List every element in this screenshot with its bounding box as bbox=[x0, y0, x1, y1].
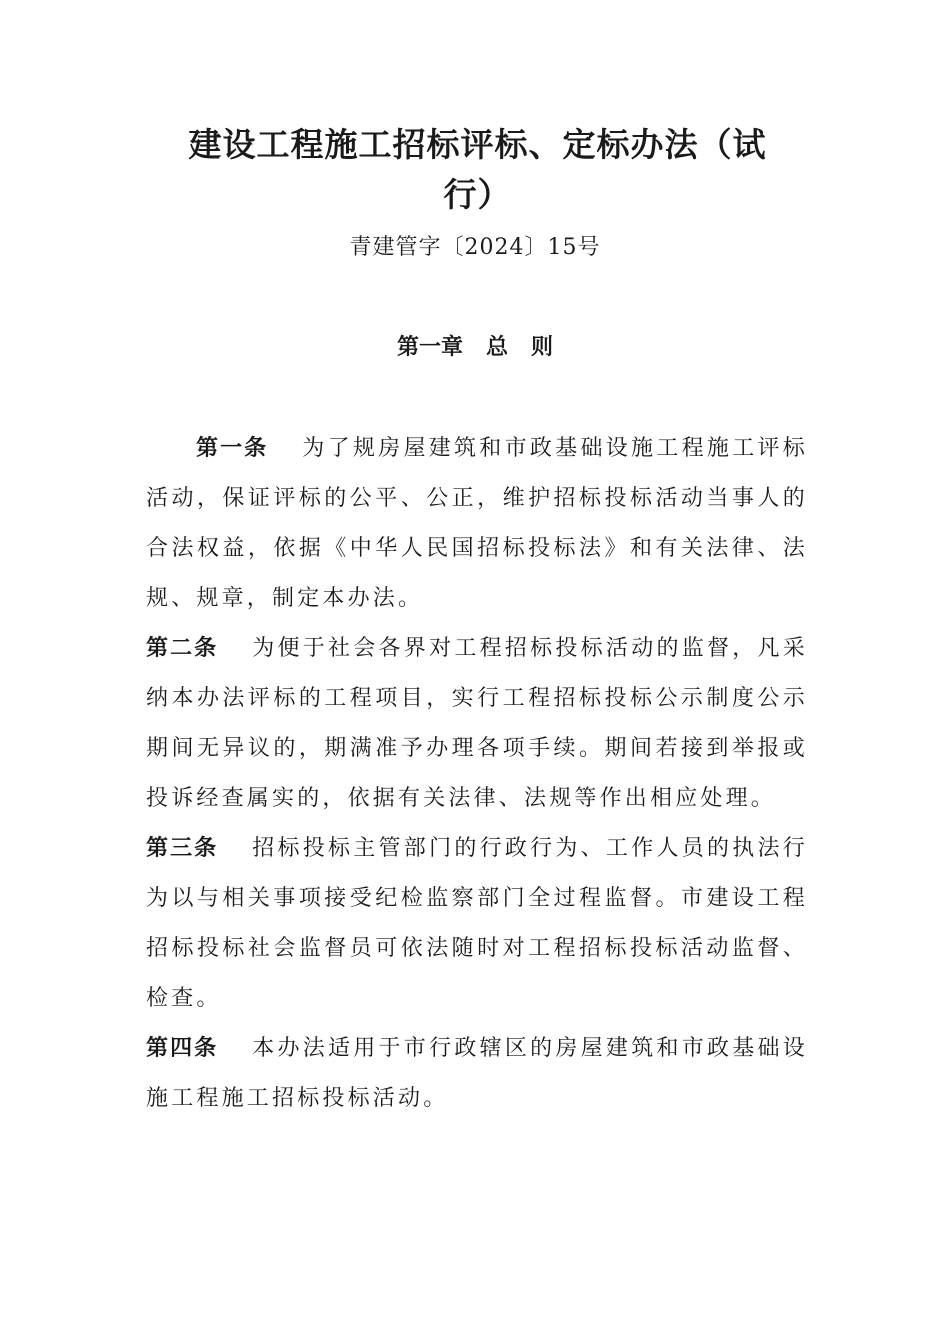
article-label: 第二条 bbox=[146, 636, 219, 661]
article-text: 招标投标主管部门的行政行为、工作人员的执法行为以与相关事项接受纪检监察部门全过程监督。市建设工程招标投标社会监督员可依法随时对工程招标投标活动监督、检查。 bbox=[146, 836, 808, 1011]
article-label: 第三条 bbox=[146, 836, 219, 861]
article-2 bbox=[146, 624, 808, 824]
chapter-heading: 第一章 总 则 bbox=[397, 335, 553, 360]
article-label: 第四条 bbox=[146, 1036, 219, 1061]
article-3 bbox=[146, 824, 808, 1024]
document-body bbox=[146, 424, 808, 1124]
article-text: 为了规房屋建筑和市政基础设施工程施工评标活动，保证评标的公平、公正，维护招标投标活动当事人的合法权益，依据《中华人民国招标投标法》和有关法律、法规、规章，制定本办法。 bbox=[146, 436, 808, 611]
document-title: 建设工程施工招标评标、定标办法（试行） bbox=[188, 125, 767, 214]
article-1 bbox=[146, 424, 808, 624]
document-number: 青建管字〔2024〕15号 bbox=[349, 235, 601, 260]
article-text: 为便于社会各界对工程招标投标活动的监督，凡采纳本办法评标的工程项目，实行工程招标投标公示制度公示期间无异议的，期满准予办理各项手续。期间若接到举报或投诉经查属实的，依据有关法律、法规等作出相应处理。 bbox=[146, 636, 808, 811]
article-4 bbox=[146, 1024, 808, 1124]
article-text: 本办法适用于市行政辖区的房屋建筑和市政基础设施工程施工招标投标活动。 bbox=[146, 1036, 808, 1111]
article-label: 第一条 bbox=[196, 436, 269, 461]
